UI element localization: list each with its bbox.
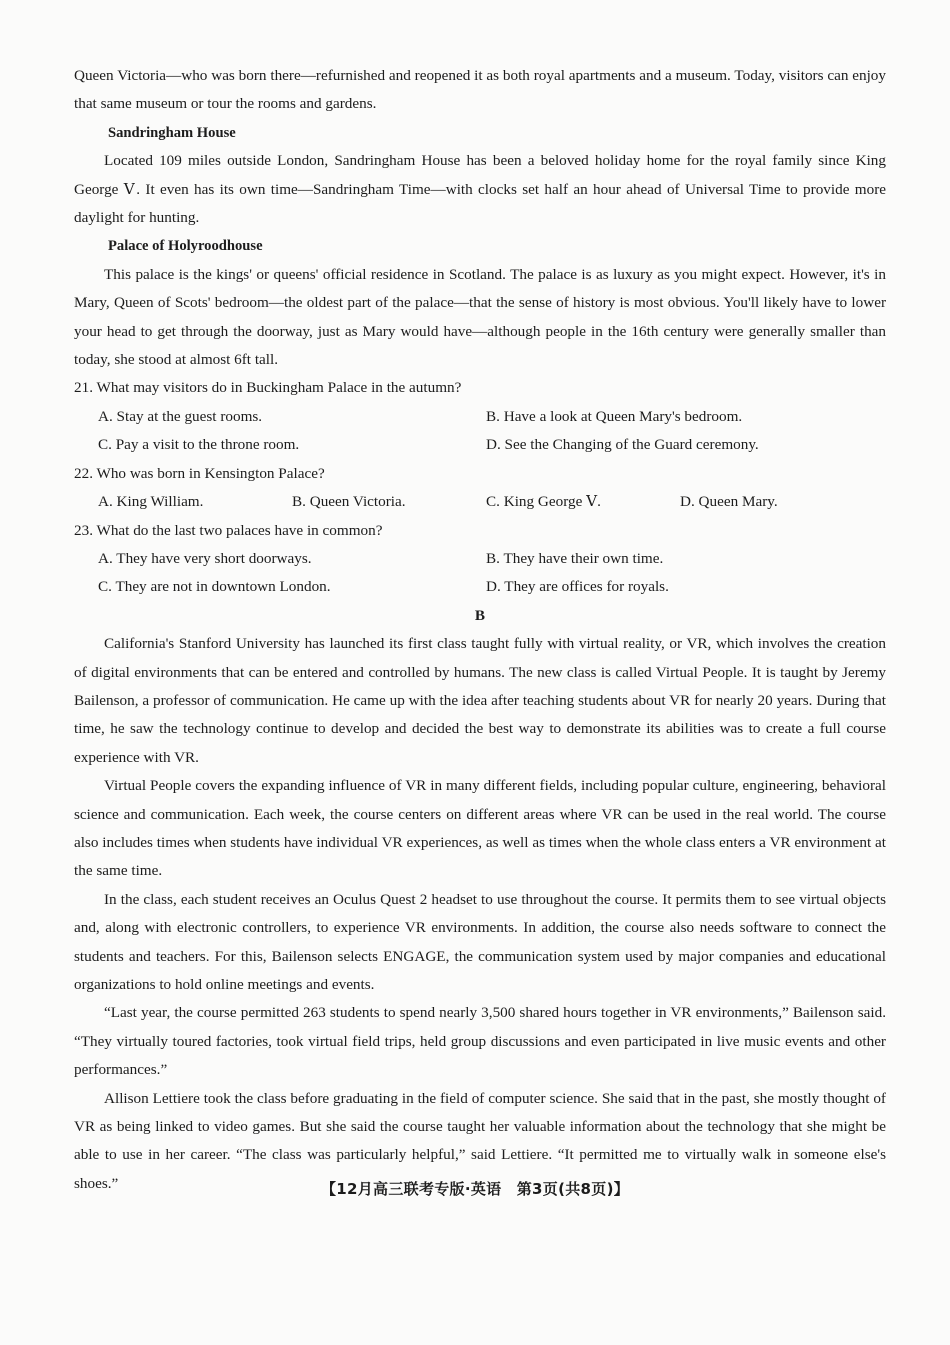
question-21-options-row-1 (74, 403, 886, 431)
question-22-options-row (74, 488, 886, 516)
holyroodhouse-heading: Palace of Holyroodhouse (108, 238, 263, 255)
passage-b-paragraph-5: Allison Lettiere took the class before graduating in the field of computer science. She said that in the past, she mostly thought of VR as being linked to video games. But she said the course taught her valuable information about the technology that she might be able to use in her career. “The class was particularly helpful,” said Lettiere. “It permitted me to virtually walk in someone else's shoes.” (74, 1089, 886, 1192)
question-23-stem: 23. What do the last two palaces have in common? (74, 521, 383, 539)
question-23-option-a: A. They have very short doorways. (98, 549, 312, 567)
question-23-option-b: B. They have their own time. (486, 549, 664, 567)
question-22-stem: 22. Who was born in Kensington Palace? (74, 464, 325, 482)
holyroodhouse-paragraph: This palace is the kings' or queens' official residence in Scotland. The palace is as luxury as you might expect. However, it's in Mary, Queen of Scots' bedroom—the oldest part of the palace—that the sense of history is most obvious. You'll likely have to lower your head to get through the doorway, just as Mary would have—although people in the 16th century were generally smaller than today, she stood at almost 6ft tall. (74, 265, 886, 369)
passage-b-paragraph-2: Virtual People covers the expanding influence of VR in many different fields, including popular culture, engineering, behavioral science and communication. Each week, the course centers on different areas where VR can be used in the real world. The course also includes times when students have individual VR experiences, as well as times when the whole class enters a VR environment at the same time. (74, 777, 886, 880)
question-23-options-row-2 (74, 573, 886, 601)
sandringham-heading: Sandringham House (108, 124, 236, 141)
question-22-option-c: C. King George Ⅴ. (486, 493, 601, 511)
exam-page (74, 62, 886, 1198)
question-23-options-row-1 (74, 545, 886, 573)
sandringham-paragraph: Located 109 miles outside London, Sandringham House has been a beloved holiday home for the royal family since King George Ⅴ. It even has its own time—Sandringham Time—with clocks set half an hour ahead of Universal Time to provide more daylight for hunting. (74, 152, 886, 227)
question-21-options-row-2 (74, 431, 886, 459)
question-22-option-d: D. Queen Mary. (680, 493, 778, 511)
passage-b-paragraph-4: “Last year, the course permitted 263 students to spend nearly 3,500 shared hours together in VR environments,” Bailenson said. “They virtually toured factories, took virtual field trips, held group discussions and even participated in live music events and other performances.” (74, 1004, 886, 1079)
question-21-option-a: A. Stay at the guest rooms. (98, 407, 263, 425)
passage-a-continued-paragraph: Queen Victoria—who was born there—refurnished and reopened it as both royal apartments and a museum. Today, visitors can enjoy that same museum or tour the rooms and gardens. (74, 67, 886, 113)
question-23-option-d: D. They are offices for royals. (486, 578, 669, 596)
question-21-stem: 21. What may visitors do in Buckingham Palace in the autumn? (74, 379, 462, 397)
passage-b-paragraph-3: In the class, each student receives an Oculus Quest 2 headset to use throughout the course. It permits them to see virtual objects and, along with electronic controllers, to experience VR environments. In addition, the course also needs software to connect the students and teachers. For this, Bailenson selects ENGAGE, the communication system used by major companies and educational organizations to hold online meetings and events. (74, 890, 886, 993)
question-22-option-b: B. Queen Victoria. (292, 493, 406, 511)
question-21-option-c: C. Pay a visit to the throne room. (98, 436, 300, 454)
question-22-option-a: A. King William. (98, 493, 204, 511)
page-footer: 【12月高三联考专版·英语 第3页(共8页)】 (320, 1180, 630, 1198)
passage-b-paragraph-1: California's Stanford University has launched its first class taught fully with virtual reality, or VR, which involves the creation of digital environments that can be entered and controlled by humans. The new class is called Virtual People. It is taught by Jeremy Bailenson, a professor of communication. He came up with the idea after teaching students about VR for nearly 20 years. During that time, he saw the technology continue to develop and decided the best way to demonstrate its abilities was to create a full course experience with VR. (74, 635, 886, 766)
passage-b-letter: B (474, 606, 486, 624)
question-21-option-b: B. Have a look at Queen Mary's bedroom. (486, 407, 743, 425)
question-23-option-c: C. They are not in downtown London. (98, 578, 331, 596)
question-21-option-d: D. See the Changing of the Guard ceremony. (486, 436, 759, 454)
